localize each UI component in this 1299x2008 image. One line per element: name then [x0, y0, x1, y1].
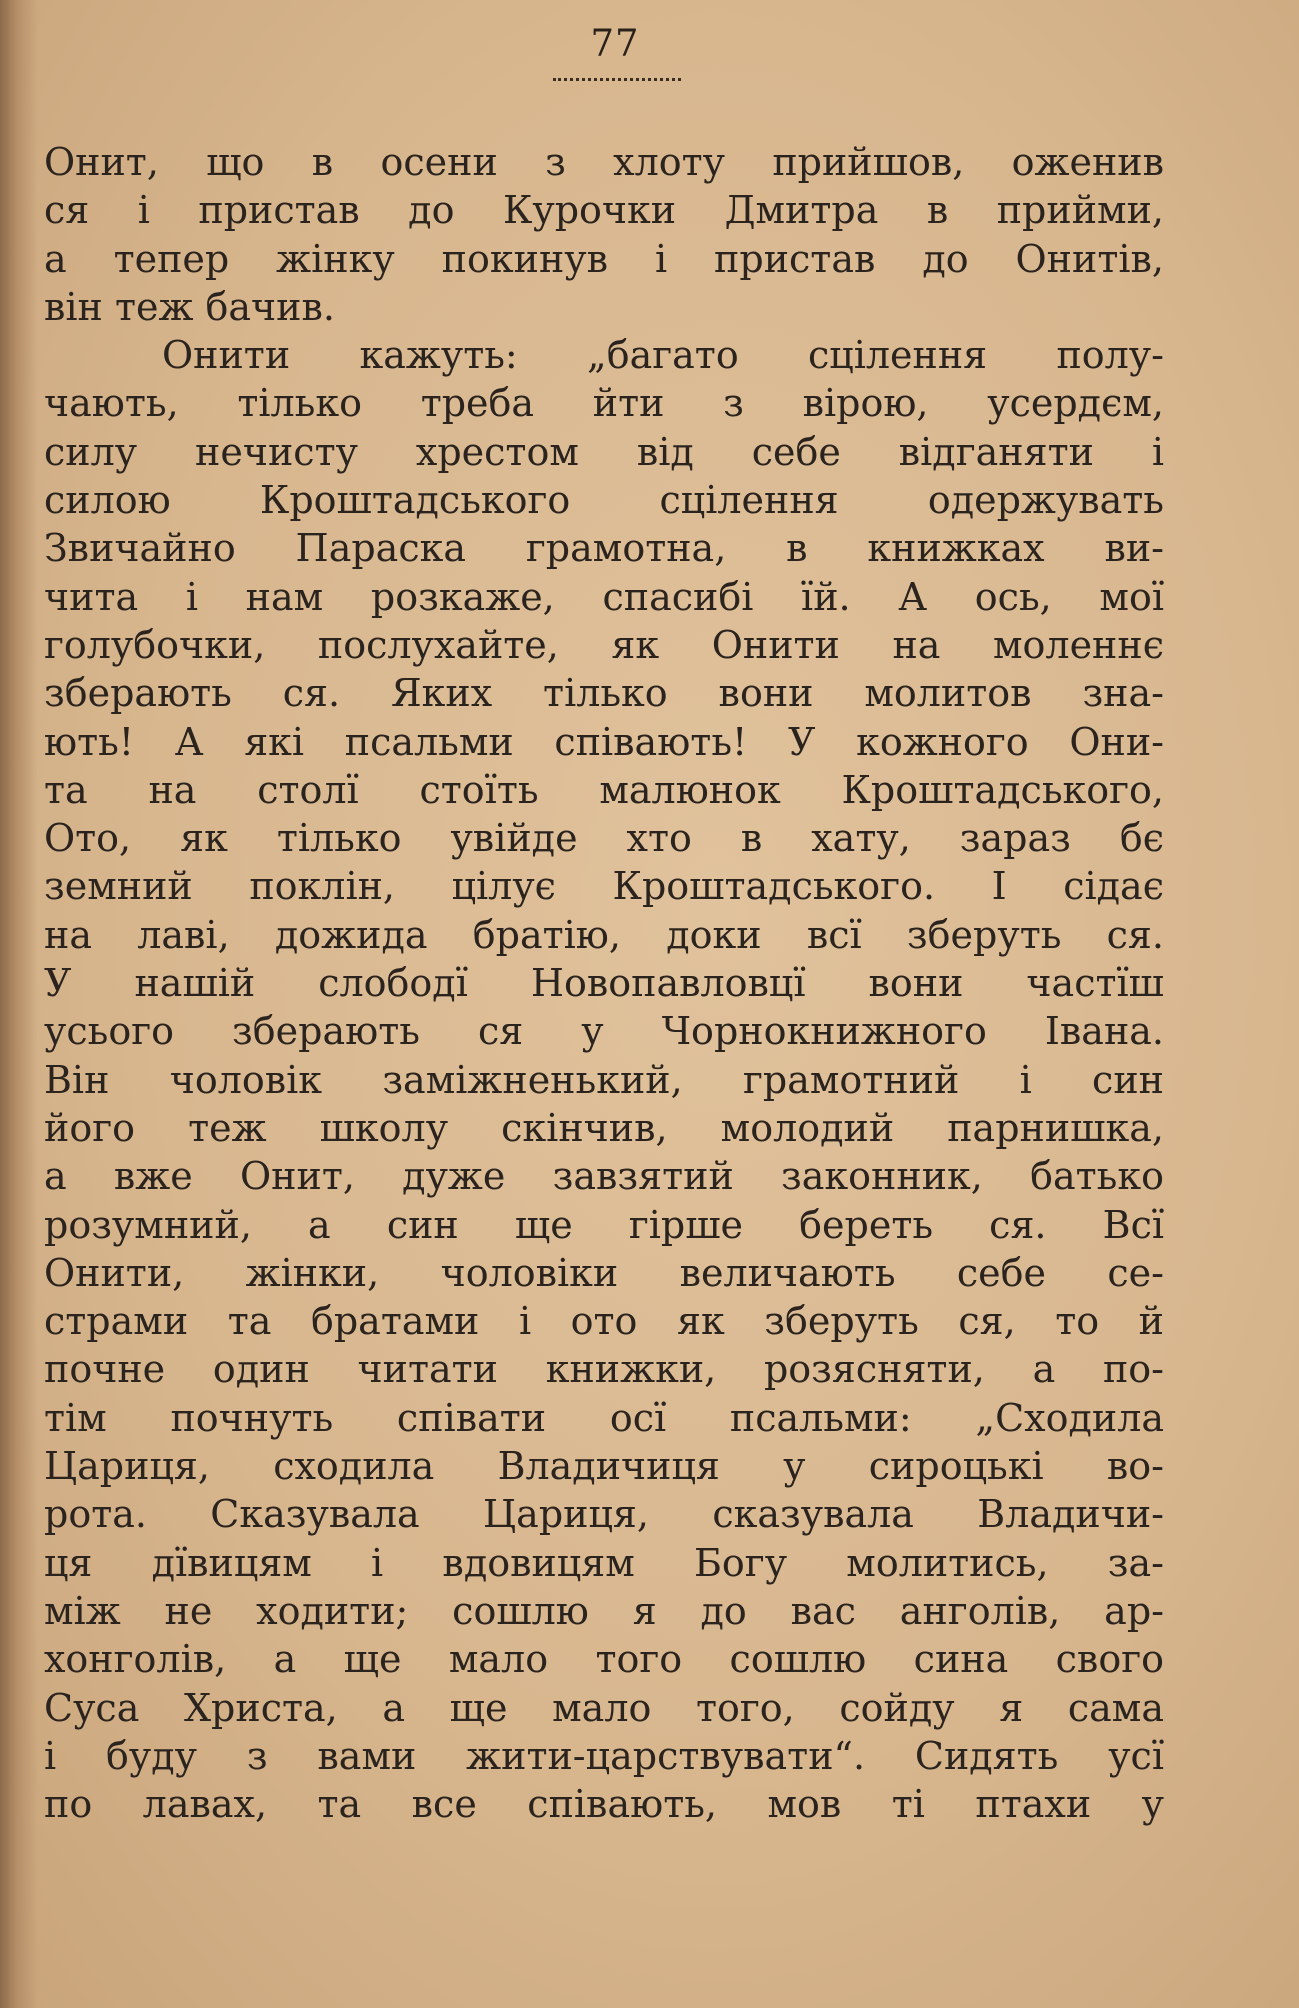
text-line: хонголів, а ще мало того сошлю сина свого [44, 1637, 1164, 1682]
text-line: та на столї стоїть малюнок Кроштадського, [44, 767, 1164, 812]
text-line: страми та братами і ото як зберуть ся, то й [44, 1299, 1164, 1344]
page-number: 77 [590, 22, 640, 65]
text-line: чають, тілько треба йти з вірою, усердєм, [44, 381, 1164, 426]
text-line: а вже Онит, дуже завзятий законник, батько [44, 1154, 1164, 1199]
text-line: по лавах, та все співають, мов ті птахи у [44, 1782, 1164, 1827]
text-line: між не ходити; сошлю я до вас анголів, ар- [44, 1588, 1164, 1633]
text-line: рота. Сказувала Цариця, сказувала Владичи- [44, 1492, 1164, 1537]
text-line: силу нечисту хрестом від себе відганяти і [44, 429, 1164, 474]
text-line: Він чоловік заміжненький, грамотний і син [44, 1057, 1164, 1102]
text-line: зберають ся. Яких тілько вони молитов зна- [44, 671, 1164, 716]
text-line: тім почнуть співати осї псальми: „Сходила [44, 1395, 1164, 1440]
text-line: ся і пристав до Курочки Дмитра в прийми, [44, 188, 1164, 233]
text-line: розумний, а син ще гірше береть ся. Всї [44, 1202, 1164, 1247]
body-text [44, 138, 1164, 1828]
text-line: його теж школу скінчив, молодий парнишка, [44, 1105, 1164, 1150]
text-line: силою Кроштадського сцілення одержувать [44, 478, 1164, 523]
text-line: усього зберають ся у Чорнокнижного Івана. [44, 1009, 1164, 1054]
text-line: Онити кажуть: „багато сцілення полу- [162, 333, 1164, 378]
text-line: У нашій слободї Новопавловцї вони частїш [44, 961, 1164, 1006]
text-line: Цариця, сходила Владичиця у сироцькі во- [44, 1444, 1164, 1489]
text-line: ють! А які псальми співають! У кожного Они- [44, 719, 1164, 764]
text-line: на лаві, дожида братію, доки всї зберуть ся. [44, 912, 1164, 957]
text-line: ця дївицям і вдовицям Богу молитись, за- [44, 1540, 1164, 1585]
text-line: Звичайно Параска грамотна, в книжках ви- [44, 526, 1164, 571]
text-line: почне один читати книжки, розясняти, а по- [44, 1347, 1164, 1392]
text-line: він теж бачив. [44, 284, 335, 329]
text-line: земний поклін, цілує Кроштадського. І сідає [44, 864, 1164, 909]
text-line: голубочки, послухайте, як Онити на моленнє [44, 622, 1164, 667]
text-line: і буду з вами жити-царствувати“. Сидять усї [44, 1733, 1164, 1778]
page-number-rule [553, 78, 681, 81]
text-line: Онити, жінки, чоловіки величають себе се- [44, 1250, 1164, 1295]
text-line: Онит, що в осени з хлоту прийшов, оженив [44, 140, 1164, 184]
text-line: чита і нам розкаже, спасибі їй. А ось, мої [44, 574, 1164, 619]
text-line: а тепер жінку покинув і пристав до Онитів, [44, 236, 1164, 281]
text-line: Ото, як тілько увійде хто в хату, зараз бє [44, 816, 1164, 861]
text-line: Суса Христа, а ще мало того, сойду я сама [44, 1685, 1164, 1730]
